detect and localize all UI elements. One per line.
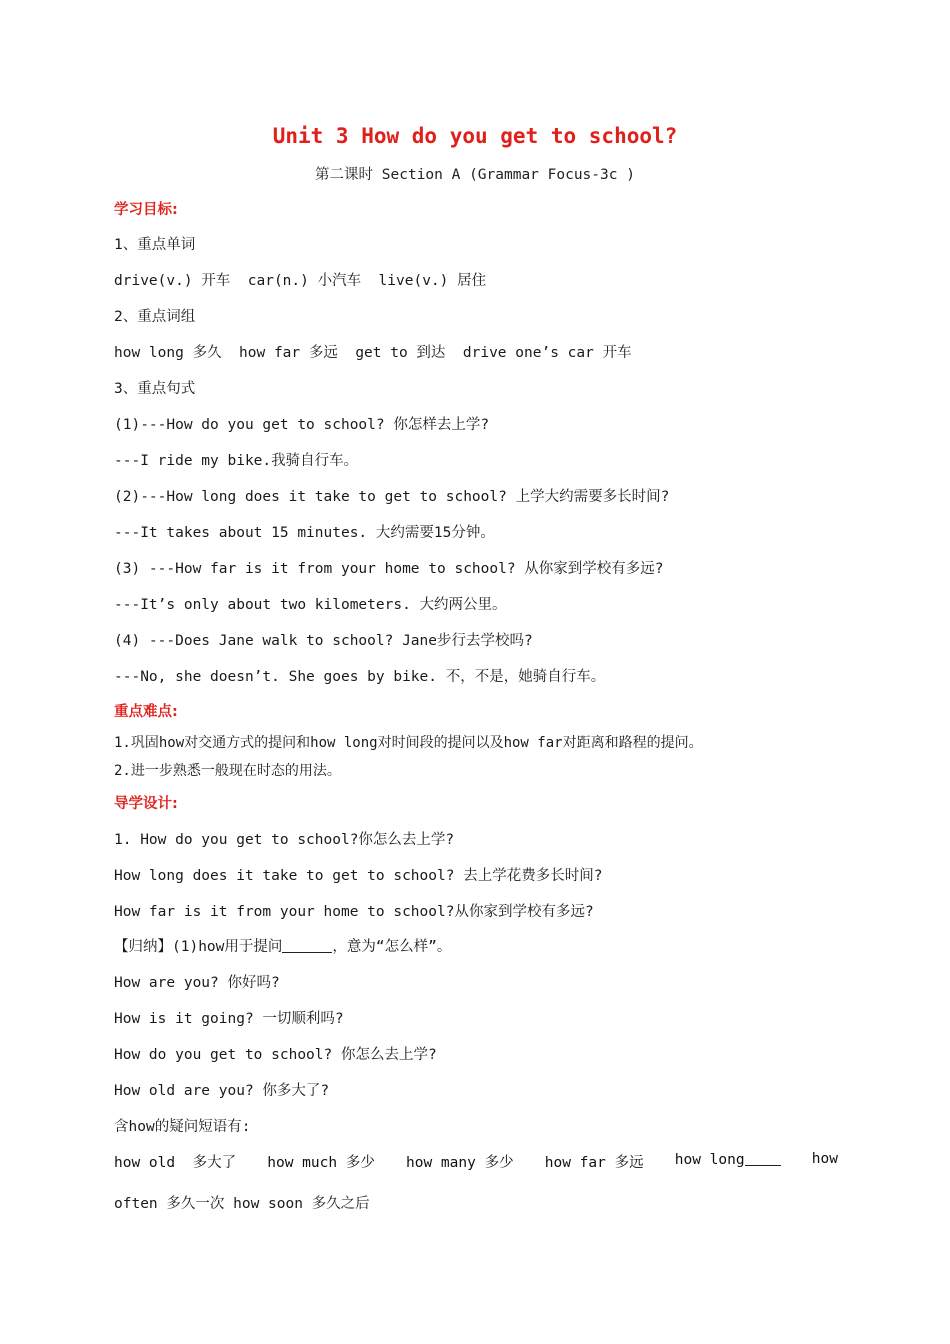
guide-heading: 导学设计: <box>114 796 178 812</box>
phrase-row-continued: often 多久一次 how soon 多久之后 <box>114 1196 370 1212</box>
sentence-line: ---I ride my bike.我骑自行车。 <box>114 453 359 469</box>
summary-suffix: ，意为“怎么样”。 <box>332 939 452 955</box>
example-line: How is it going? 一切顺利吗? <box>114 1011 344 1027</box>
sentence-line: ---No, she doesn’t. She goes by bike. 不，不是，她骑自行车。 <box>114 669 606 685</box>
summary-prefix: 【归纳】(1)how用于提问 <box>114 939 283 955</box>
how-phrase-row <box>114 1151 838 1172</box>
phrase-item: how many 多少 <box>406 1155 514 1171</box>
sentence-line: (2)---How long does it take to get to school? 上学大约需要多长时间? <box>114 489 670 505</box>
phrase-item-with-blank <box>675 1151 781 1172</box>
phrase-item: how old 多大了 <box>114 1155 237 1171</box>
sentence-line: ---It takes about 15 minutes. 大约需要15分钟。 <box>114 525 495 541</box>
guide-line: How far is it from your home to school?从你家到学校有多远? <box>114 904 594 920</box>
example-line: How are you? 你好吗? <box>114 975 280 991</box>
difficulty-item: 1.巩固how对交通方式的提问和how long对时间段的提问以及how far对距离和路程的提问。 <box>114 735 703 751</box>
summary-line <box>114 935 451 956</box>
phrases-intro: 含how的疑问短语有: <box>114 1119 251 1135</box>
key-words: drive(v.) 开车 car(n.) 小汽车 live(v.) 居住 <box>114 273 487 289</box>
page-title: Unit 3 How do you get to school? <box>272 124 678 148</box>
fill-blank[interactable] <box>745 1151 781 1166</box>
phrase-item: how far 多远 <box>544 1155 644 1171</box>
difficulty-item: 2.进一步熟悉一般现在时态的用法。 <box>114 763 341 779</box>
phrase-item: how much 多少 <box>267 1155 375 1171</box>
guide-line: 1. How do you get to school?你怎么去上学? <box>114 832 455 848</box>
key-phrases: how long 多久 how far 多远 get to 到达 drive one’s car 开车 <box>114 345 632 361</box>
difficulties-heading: 重点难点: <box>114 704 178 720</box>
page-subtitle: 第二课时 Section A (Grammar Focus-3c ) <box>315 167 635 183</box>
sentence-line: (4) ---Does Jane walk to school? Jane步行去学校吗? <box>114 633 533 649</box>
goals-heading: 学习目标: <box>114 202 178 218</box>
phrase-item: how long <box>674 1152 745 1168</box>
example-line: How old are you? 你多大了? <box>114 1083 330 1099</box>
section-title-sentences: 3、重点句式 <box>114 381 196 397</box>
sentence-line: ---It’s only about two kilometers. 大约两公里。 <box>114 597 507 613</box>
guide-line: How long does it take to get to school? 去上学花费多长时间? <box>114 868 603 884</box>
fill-blank[interactable] <box>282 938 332 953</box>
example-line: How do you get to school? 你怎么去上学? <box>114 1047 437 1063</box>
phrase-item: how <box>811 1151 838 1167</box>
sentence-line: (1)---How do you get to school? 你怎样去上学? <box>114 417 490 433</box>
section-title-words: 1、重点单词 <box>114 237 196 253</box>
sentence-line: (3) ---How far is it from your home to school? 从你家到学校有多远? <box>114 561 664 577</box>
section-title-phrases: 2、重点词组 <box>114 309 196 325</box>
